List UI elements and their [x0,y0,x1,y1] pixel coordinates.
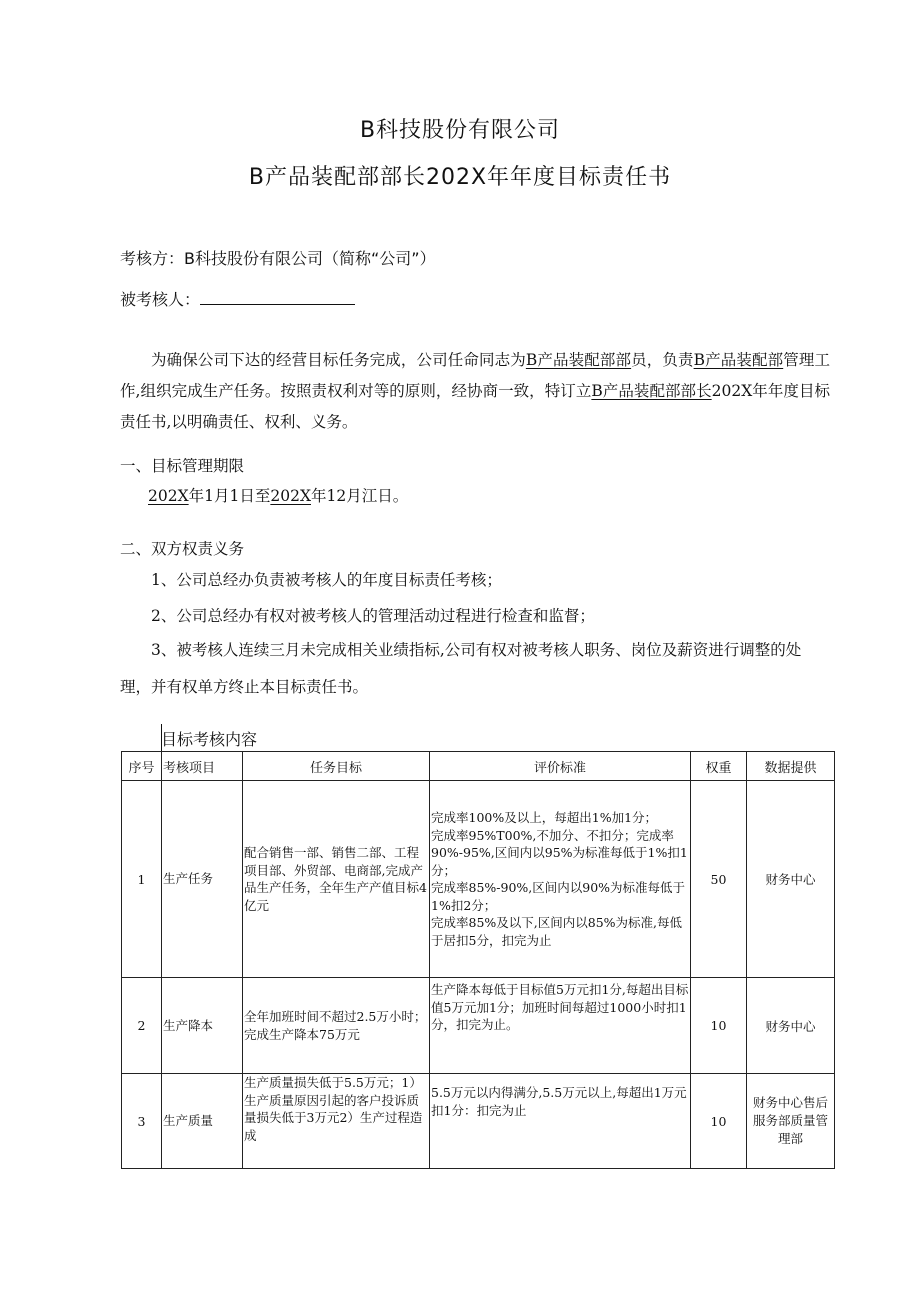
intro-underline-3: B产品装配部部长 [591,382,712,400]
table-row [122,1074,835,1169]
period-end-year: 202X [270,487,311,505]
table-row [122,978,835,1074]
intro-text-2: 员，负责 [631,351,694,369]
header-criteria: 评价标准 [430,752,691,781]
row-weight: 10 [691,978,747,1074]
section2-heading: 二、双方权责义务 [120,540,245,558]
criteria-line: 完成率85%-90%,区间内以90%为标准每低于1%扣2分； [431,880,686,913]
company-title: B科技股份有限公司 [359,118,561,143]
intro-paragraph [120,345,830,438]
intro-underline-1: B产品装配部部 [525,351,632,369]
row-item: 生产降本 [162,978,243,1074]
section1-heading: 一、目标管理期限 [120,457,245,475]
assessee-blank-field [200,290,355,305]
duty-item-1: 1、公司总经办负责被考核人的年度目标责任考核； [151,571,502,589]
row-target: 全年加班时间不超过2.5万小时；完成生产降本75万元 [243,978,430,1074]
row-item: 生产质量 [162,1074,243,1169]
header-item: 考核项目 [162,752,243,781]
assessor-value: B科技股份有限公司（简称“公司”） [184,249,436,268]
row-source: 财务中心 [747,978,835,1074]
period-start-text: 年1月1日至 [188,487,271,505]
intro-text-3: 管理工作,组织完成生产任务。按照责权利对等的原则，经协商一致，特订立 [120,351,830,400]
intro-text-1: 为确保公司下达的经营目标任务完成，公司任命同志为 [151,351,526,369]
intro-text-4: 202X年年度目标责任书,以明确责任、权利、义务。 [120,382,830,431]
criteria-line: 完成率100%及以上，每超出1%加1分； [431,810,658,825]
row-criteria [430,781,691,978]
document-title: B产品装配部部长202X年年度目标责任书 [248,165,672,190]
table-caption: 目标考核内容 [161,730,258,749]
row-criteria [430,1074,691,1169]
row-weight: 10 [691,1074,747,1169]
period-start-year: 202X [148,487,189,505]
header-weight: 权重 [691,752,747,781]
intro-underline-2: B产品装配部 [693,351,784,369]
row-target: 生产质量损失低于5.5万元；1）生产质量原因引起的客户投诉质量损失低于3万元2）生产过程造成 [243,1074,430,1169]
management-period [148,484,408,506]
goals-table [121,751,835,1169]
header-source: 数据提供 [747,752,835,781]
criteria-line: 完成率95%T00%,不加分、不扣分；完成率90%-95%,区间内以95%为标准每低于1%扣1分； [431,827,688,878]
row-target: 配合销售一部、销售二部、工程项目部、外贸部、电商部,完成产品生产任务，全年生产产值目标4亿元 [243,781,430,978]
period-end-text: 年12月江日。 [310,487,409,505]
row-item: 生产任务 [162,781,243,978]
table-row [122,781,835,978]
criteria-line: 5.5万元以内得满分,5.5万元以上,每超出1万元扣1分：扣完为止 [431,1085,687,1118]
assessee-line [120,287,355,310]
row-source: 财务中心售后服务部质量管理部 [747,1074,835,1169]
assessor-label: 考核方： [120,249,185,268]
header-target: 任务目标 [243,752,430,781]
table-header-row [122,752,835,781]
row-no: 1 [122,781,162,978]
row-criteria [430,978,691,1074]
header-no: 序号 [122,752,162,781]
criteria-line: 完成率85%及以下,区间内以85%为标准,每低于居扣5分，扣完为止 [431,915,683,948]
duty-item-2: 2、公司总经办有权对被考核人的管理活动过程进行检查和监督； [151,607,595,625]
assessor-line [120,246,436,269]
duty-item-3: 3、被考核人连续三月未完成相关业绩指标,公司有权对被考核人职务、岗位及薪资进行调整的处理，并有权单方终止本目标责任书。 [120,641,802,696]
criteria-line: 生产降本每低于目标值5万元扣1分,每超出目标值5万元加1分；加班时间每超过1000小时扣1分，扣完为止。 [431,982,689,1032]
row-weight: 50 [691,781,747,978]
assessee-label: 被考核人： [120,290,201,309]
row-no: 2 [122,978,162,1074]
row-no: 3 [122,1074,162,1169]
row-source: 财务中心 [747,781,835,978]
